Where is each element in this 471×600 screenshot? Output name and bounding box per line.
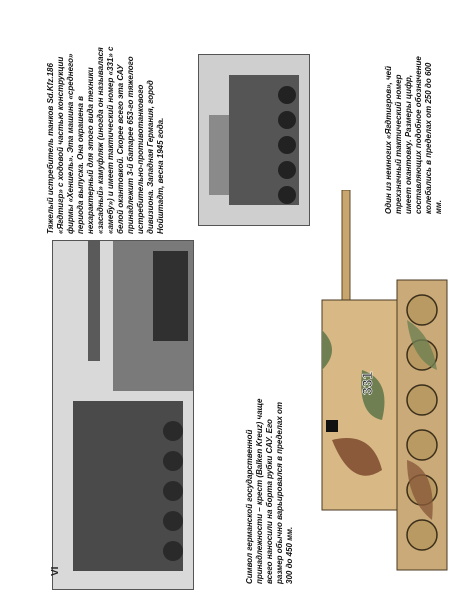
book-page xyxy=(12,10,464,592)
caption-tactical-number: Один из немногих «Ягдтигров», чей трехзначный тактический номер имеет окантовку. Размеры цифр, составляющих подобное обозначение колебались в пределах от 250 до 600 мм. xyxy=(384,56,443,214)
jagdtiger-color-profile xyxy=(312,190,462,582)
caption-cross-symbol: Символ германской государственной принадлежности – крест (Balken Kreuz) чаще всего наносили на борта рубки САУ. Его размер обычно варьировался в пределах от 300 до 450 мм. xyxy=(245,398,294,584)
tank-number: 331 xyxy=(359,371,375,395)
photo-jagdtiger-town xyxy=(52,240,194,590)
photo-jagdtiger-wreck xyxy=(198,54,310,226)
caption-top-left: Тяжелый истребитель танков Sd.Kfz.186 «Ягдтигр» с ходовой частью конструкции фирмы «Хеншель». Эта машина «среднего» периода выпуска. Она окрашена в нехарактерный для этого вида техники «засадный» камуфляж (иногда он называлася «амебу») и имеет тактический номер «331» с белой окантовкой. Скорее всего эта САУ принадлежит 3-й батарее 653-го тяжелого истребительно-противотанкового дивизиона. Западная Германия, город Нойштадт, весна 1945 года. xyxy=(46,46,165,234)
page-number: VI xyxy=(50,566,61,576)
